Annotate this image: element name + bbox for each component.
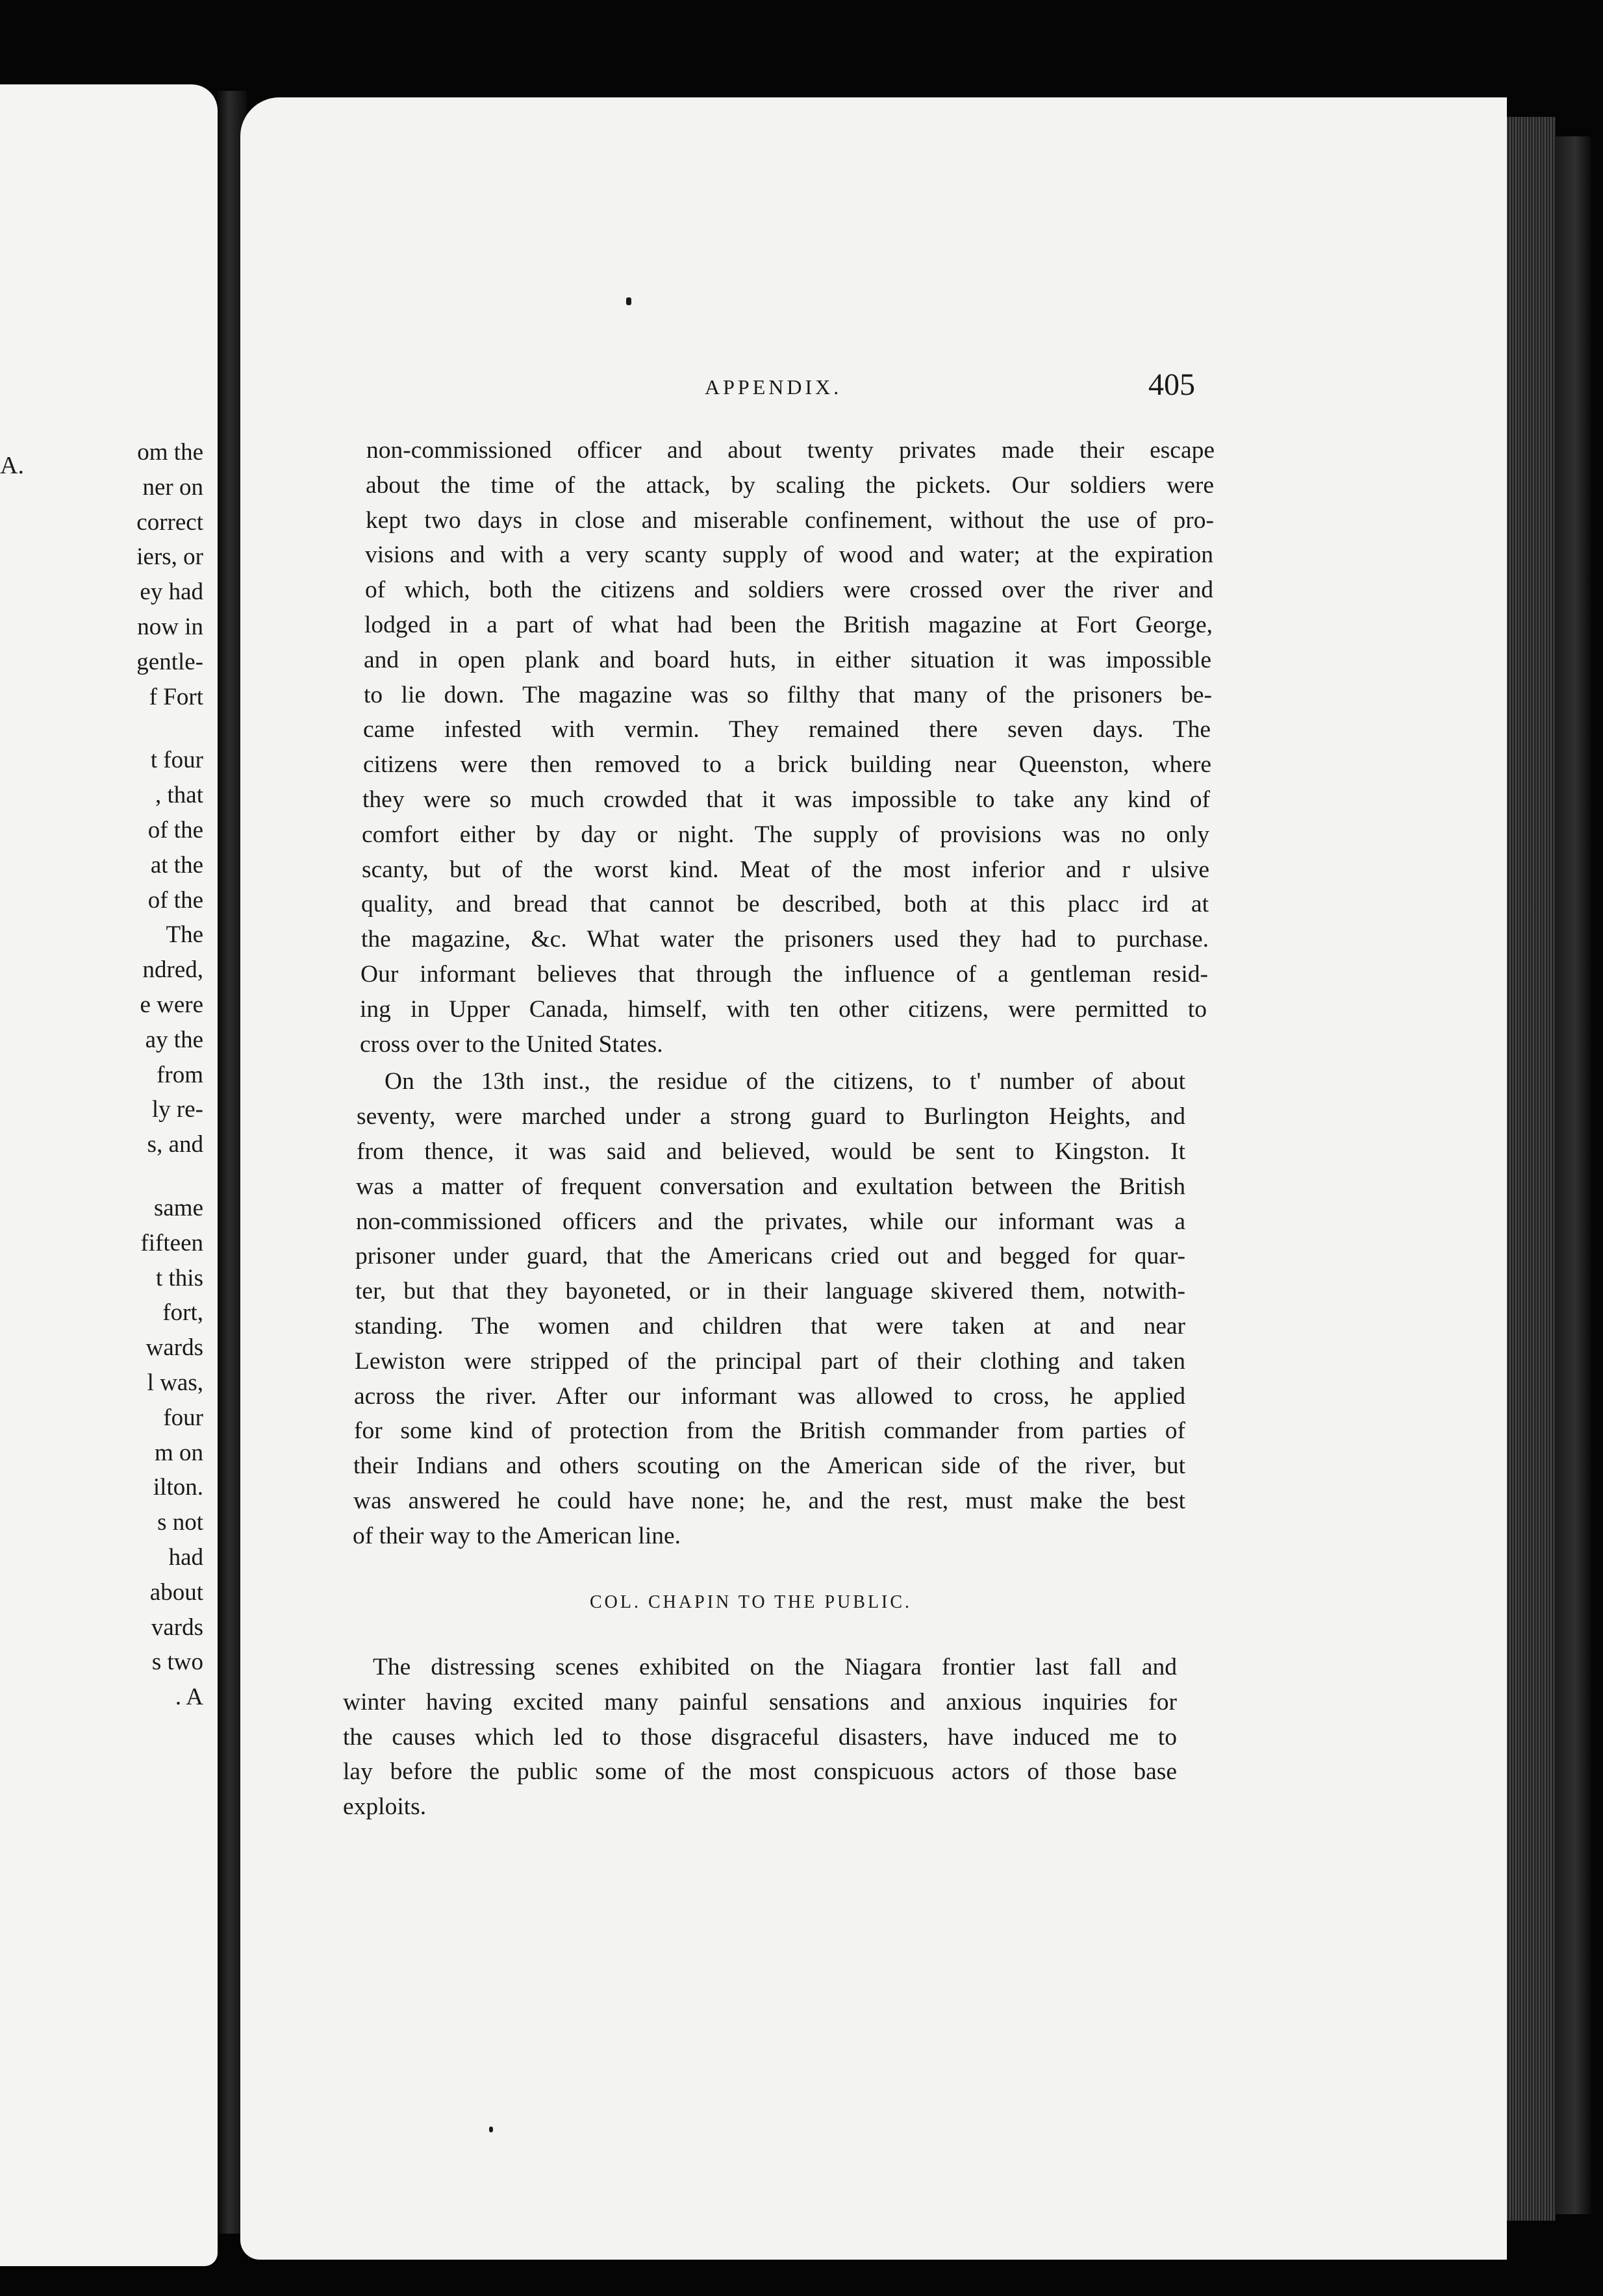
left-page-line-fragment: gentle- bbox=[136, 648, 203, 675]
page-405 bbox=[240, 97, 1507, 2260]
left-page-line-fragment: t this bbox=[156, 1264, 203, 1292]
page-number: 405 bbox=[1148, 368, 1195, 402]
text-line: across the river. After our informant was allowed to cross, he applied bbox=[354, 1382, 1185, 1410]
left-page-line-fragment: . A bbox=[175, 1684, 203, 1711]
text-line: lodged in a part of what had been the British magazine at Fort George, bbox=[364, 612, 1213, 638]
text-line: from thence, it was said and believed, would be sent to Kingston. It bbox=[357, 1138, 1185, 1165]
text-line: kept two days in close and miserable confinement, without the use of pro- bbox=[366, 506, 1214, 534]
text-line: cross over to the United States. bbox=[360, 1030, 663, 1058]
text-line: non-commissioned officers and the privates, while our informant was a bbox=[356, 1208, 1185, 1235]
section-heading: COL. CHAPIN TO THE PUBLIC. bbox=[590, 1592, 913, 1612]
running-head: APPENDIX. bbox=[705, 375, 842, 399]
text-line: of their way to the American line. bbox=[353, 1522, 681, 1549]
text-line: Our informant believes that through the influence of a gentleman resid- bbox=[360, 961, 1208, 988]
text-line: comfort either by day or night. The supply of provisions was no only bbox=[362, 821, 1209, 848]
text-line: quality, and bread that cannot be described, both at this placc ird at bbox=[361, 891, 1209, 918]
left-page-line-fragment: e were bbox=[140, 992, 203, 1018]
left-page-line-fragment: ner on bbox=[142, 473, 203, 501]
text-line: seventy, were marched under a strong guard to Burlington Heights, and bbox=[357, 1103, 1185, 1130]
left-page-line-fragment: from bbox=[157, 1061, 203, 1088]
text-line: was a matter of frequent conversation and exultation between the British bbox=[356, 1173, 1185, 1200]
text-line: of which, both the citizens and soldiers were crossed over the river and bbox=[365, 577, 1213, 604]
left-page-line-fragment: same bbox=[153, 1195, 203, 1221]
text-line: scanty, but of the worst kind. Meat of the most inferior and r ulsive bbox=[362, 856, 1209, 883]
text-line: and in open plank and board huts, in either situation it was impossible bbox=[364, 646, 1211, 673]
text-line: standing. The women and children that were taken at and near bbox=[355, 1313, 1185, 1340]
left-page-line-fragment: s two bbox=[151, 1649, 203, 1676]
left-page-line-fragment: , that bbox=[155, 782, 203, 809]
left-page-line-fragment: ndred, bbox=[142, 956, 203, 984]
left-page-line-fragment: fort, bbox=[162, 1299, 203, 1327]
left-page-line-fragment: of the bbox=[147, 817, 203, 843]
left-page-line-fragment: four bbox=[163, 1404, 203, 1431]
left-page-line-fragment: correct bbox=[136, 508, 203, 536]
text-line: citizens were then removed to a brick building near Queenston, where bbox=[363, 751, 1211, 779]
left-page-line-fragment: of the bbox=[147, 886, 203, 914]
text-line: winter having excited many painful sensations and anxious inquiries for bbox=[343, 1688, 1177, 1716]
left-page-line-fragment: ay the bbox=[145, 1026, 203, 1053]
left-page-line-fragment: about bbox=[149, 1578, 203, 1606]
text-line: non-commissioned officer and about twenty privates made their escape bbox=[366, 437, 1215, 464]
text-line: about the time of the attack, by scaling the pickets. Our soldiers were bbox=[366, 471, 1214, 499]
text-line: prisoner under guard, that the Americans cried out and begged for quar- bbox=[355, 1243, 1185, 1270]
left-page-line-fragment: The bbox=[166, 921, 203, 949]
facing-page-left bbox=[0, 84, 218, 2266]
left-page-heading-fragment: A. bbox=[0, 452, 24, 479]
left-page-line-fragment: s not bbox=[157, 1509, 203, 1536]
text-line: ter, but that they bayoneted, or in their language skivered them, notwith- bbox=[355, 1278, 1185, 1305]
text-line: came infested with vermin. They remained there seven days. The bbox=[363, 716, 1211, 743]
text-line: Lewiston were stripped of the principal part of their clothing and taken bbox=[355, 1347, 1185, 1375]
left-page-line-fragment: wards bbox=[145, 1334, 203, 1362]
left-page-line-fragment: l was, bbox=[147, 1369, 203, 1396]
left-page-line-fragment: fifteen bbox=[140, 1229, 203, 1256]
text-line: was answered he could have none; he, and the rest, must make the best bbox=[353, 1488, 1185, 1514]
left-page-line-fragment: ilton. bbox=[153, 1474, 203, 1501]
left-page-line-fragment: now in bbox=[137, 614, 203, 640]
speck-mark bbox=[489, 2127, 493, 2132]
left-page-line-fragment: vards bbox=[151, 1614, 203, 1641]
text-line: The distressing scenes exhibited on the Niagara frontier last fall and bbox=[373, 1654, 1177, 1680]
text-line: their Indians and others scouting on the American side of the river, but bbox=[353, 1453, 1185, 1480]
left-page-line-fragment: at the bbox=[150, 851, 203, 879]
left-page-line-fragment: f Fort bbox=[149, 683, 203, 710]
text-line: to lie down. The magazine was so filthy that many of the prisoners be- bbox=[364, 681, 1212, 708]
left-page-line-fragment: s, and bbox=[147, 1131, 203, 1158]
left-page-line-fragment: iers, or bbox=[136, 543, 203, 571]
text-line: the magazine, &c. What water the prisoners used they had to purchase. bbox=[361, 926, 1209, 953]
text-line: ing in Upper Canada, himself, with ten other citizens, were permitted to bbox=[360, 995, 1207, 1023]
book-cover-edge bbox=[1556, 136, 1591, 2214]
text-line: for some kind of protection from the British commander from parties of bbox=[354, 1417, 1185, 1445]
left-page-line-fragment: ey had bbox=[140, 579, 203, 606]
text-line: visions and with a very scanty supply of wood and water; at the expiration bbox=[365, 542, 1213, 569]
text-line: the causes which led to those disgraceful disasters, have induced me to bbox=[343, 1723, 1177, 1751]
left-page-line-fragment: om the bbox=[137, 439, 203, 466]
left-page-line-fragment: m on bbox=[154, 1439, 203, 1466]
text-line: On the 13th inst., the residue of the citizens, to t' number of about bbox=[385, 1068, 1185, 1095]
text-line: they were so much crowded that it was impossible to take any kind of bbox=[362, 786, 1210, 813]
text-line: exploits. bbox=[343, 1793, 427, 1821]
left-page-line-fragment: had bbox=[168, 1544, 203, 1571]
text-line: lay before the public some of the most conspicuous actors of those base bbox=[343, 1758, 1177, 1786]
left-page-line-fragment: t four bbox=[150, 747, 203, 774]
left-page-line-fragment: ly re- bbox=[151, 1096, 203, 1123]
speck-mark bbox=[626, 297, 631, 305]
